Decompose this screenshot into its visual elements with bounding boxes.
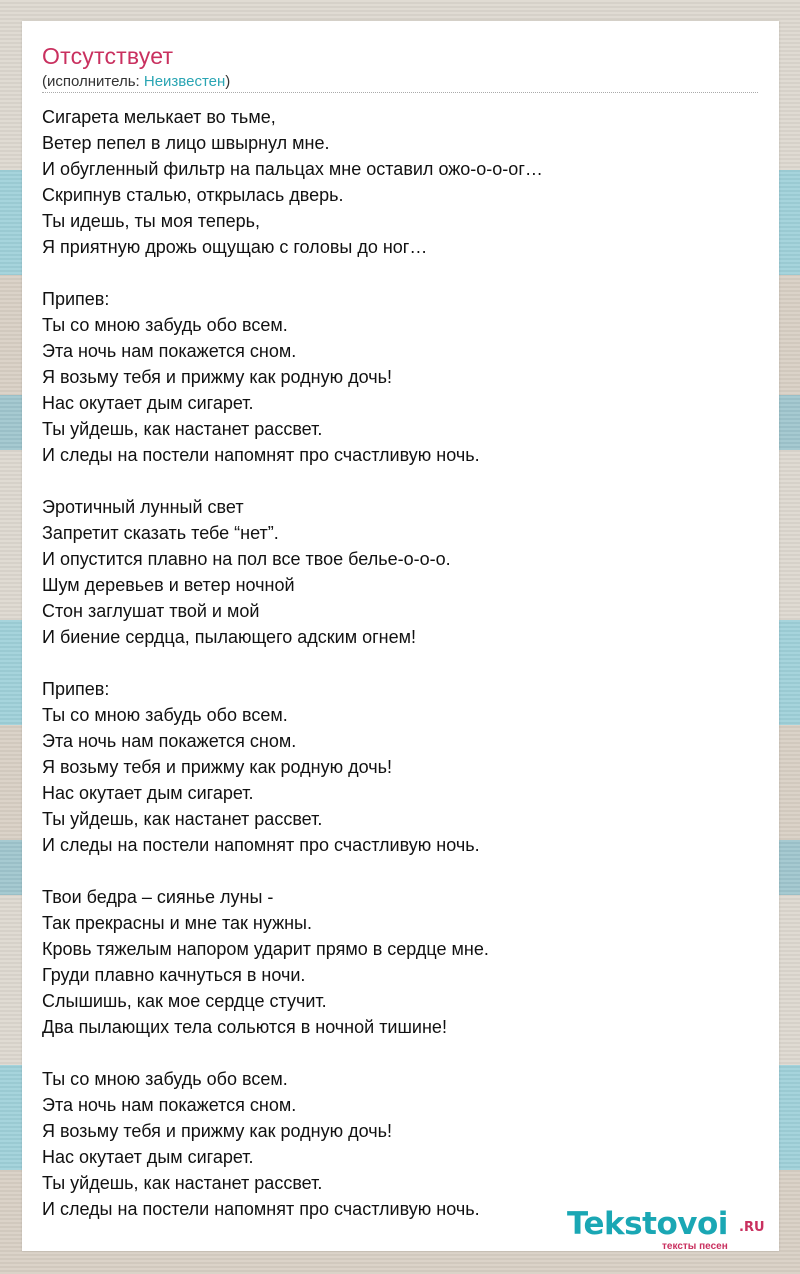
lyric-line: Груди плавно качнуться в ночи. xyxy=(42,965,306,985)
artist-line xyxy=(42,73,230,90)
lyric-line: Нас окутает дым сигарет. xyxy=(42,393,254,413)
lyric-line: Нас окутает дым сигарет. xyxy=(42,1147,254,1167)
lyric-line: Шум деревьев и ветер ночной xyxy=(42,575,295,595)
stanza-gap xyxy=(42,650,758,676)
logo-tagline: тексты песен xyxy=(662,1241,728,1252)
lyric-line: Я возьму тебя и прижму как родную дочь! xyxy=(42,367,392,387)
lyric-line: Два пылающих тела сольются в ночной тишине! xyxy=(42,1017,447,1037)
title-divider xyxy=(42,92,758,93)
lyric-line: И обугленный фильтр на пальцах мне оставил ожо-о-о-ог… xyxy=(42,159,543,179)
stanza-gap xyxy=(42,1040,758,1066)
stanza-gap xyxy=(42,260,758,286)
song-title: Отсутствует xyxy=(42,43,174,69)
stanza-gap xyxy=(42,468,758,494)
lyric-line: Запретит сказать тебе “нет”. xyxy=(42,523,279,543)
lyric-line: Сигарета мелькает во тьме, xyxy=(42,107,276,127)
lyric-line: Ты уйдешь, как настанет рассвет. xyxy=(42,1173,323,1193)
lyric-line: Скрипнув сталью, открылась дверь. xyxy=(42,185,344,205)
lyric-line: Слышишь, как мое сердце стучит. xyxy=(42,991,327,1011)
lyric-line: Я возьму тебя и прижму как родную дочь! xyxy=(42,757,392,777)
artist-prefix: (исполнитель: xyxy=(42,73,144,90)
lyric-line: Эта ночь нам покажется сном. xyxy=(42,731,297,751)
lyrics-text xyxy=(42,104,758,1222)
lyric-line: Я приятную дрожь ощущаю с головы до ног… xyxy=(42,237,428,257)
lyric-line: И опустится плавно на пол все твое белье-о-о-о. xyxy=(42,549,451,569)
lyric-line: И следы на постели напомнят про счастливую ночь. xyxy=(42,1199,480,1219)
lyric-line: И следы на постели напомнят про счастливую ночь. xyxy=(42,835,480,855)
logo-tld: .RU xyxy=(739,1220,765,1235)
lyric-line: Ты со мною забудь обо всем. xyxy=(42,705,288,725)
stanza-gap xyxy=(42,858,758,884)
lyric-line: Эта ночь нам покажется сном. xyxy=(42,341,297,361)
lyric-line: Нас окутает дым сигарет. xyxy=(42,783,254,803)
lyric-line: Эта ночь нам покажется сном. xyxy=(42,1095,297,1115)
lyric-line: Ты уйдешь, как настанет рассвет. xyxy=(42,809,323,829)
lyrics-card xyxy=(22,21,779,1251)
lyric-line: Припев: xyxy=(42,289,110,309)
lyric-line: И следы на постели напомнят про счастливую ночь. xyxy=(42,445,480,465)
lyric-line: И биение сердца, пылающего адским огнем! xyxy=(42,627,416,647)
lyric-line: Кровь тяжелым напором ударит прямо в сердце мне. xyxy=(42,939,489,959)
lyric-line: Я возьму тебя и прижму как родную дочь! xyxy=(42,1121,392,1141)
lyric-line: Эротичный лунный свет xyxy=(42,497,244,517)
lyric-line: Ты со мною забудь обо всем. xyxy=(42,315,288,335)
lyric-line: Стон заглушат твой и мой xyxy=(42,601,260,621)
lyric-line: Ты идешь, ты моя теперь, xyxy=(42,211,261,231)
artist-link[interactable]: Неизвестен xyxy=(143,73,226,90)
lyric-line: Ты со мною забудь обо всем. xyxy=(42,1069,288,1089)
lyric-line: Ветер пепел в лицо швырнул мне. xyxy=(42,133,330,153)
artist-suffix: ) xyxy=(225,73,231,90)
lyric-line: Твои бедра – сиянье луны - xyxy=(42,887,274,907)
logo-wordmark: Tekstovoi xyxy=(567,1206,728,1242)
lyric-line: Так прекрасны и мне так нужны. xyxy=(42,913,312,933)
site-logo[interactable] xyxy=(567,1206,777,1252)
lyric-line: Ты уйдешь, как настанет рассвет. xyxy=(42,419,323,439)
lyric-line: Припев: xyxy=(42,679,110,699)
